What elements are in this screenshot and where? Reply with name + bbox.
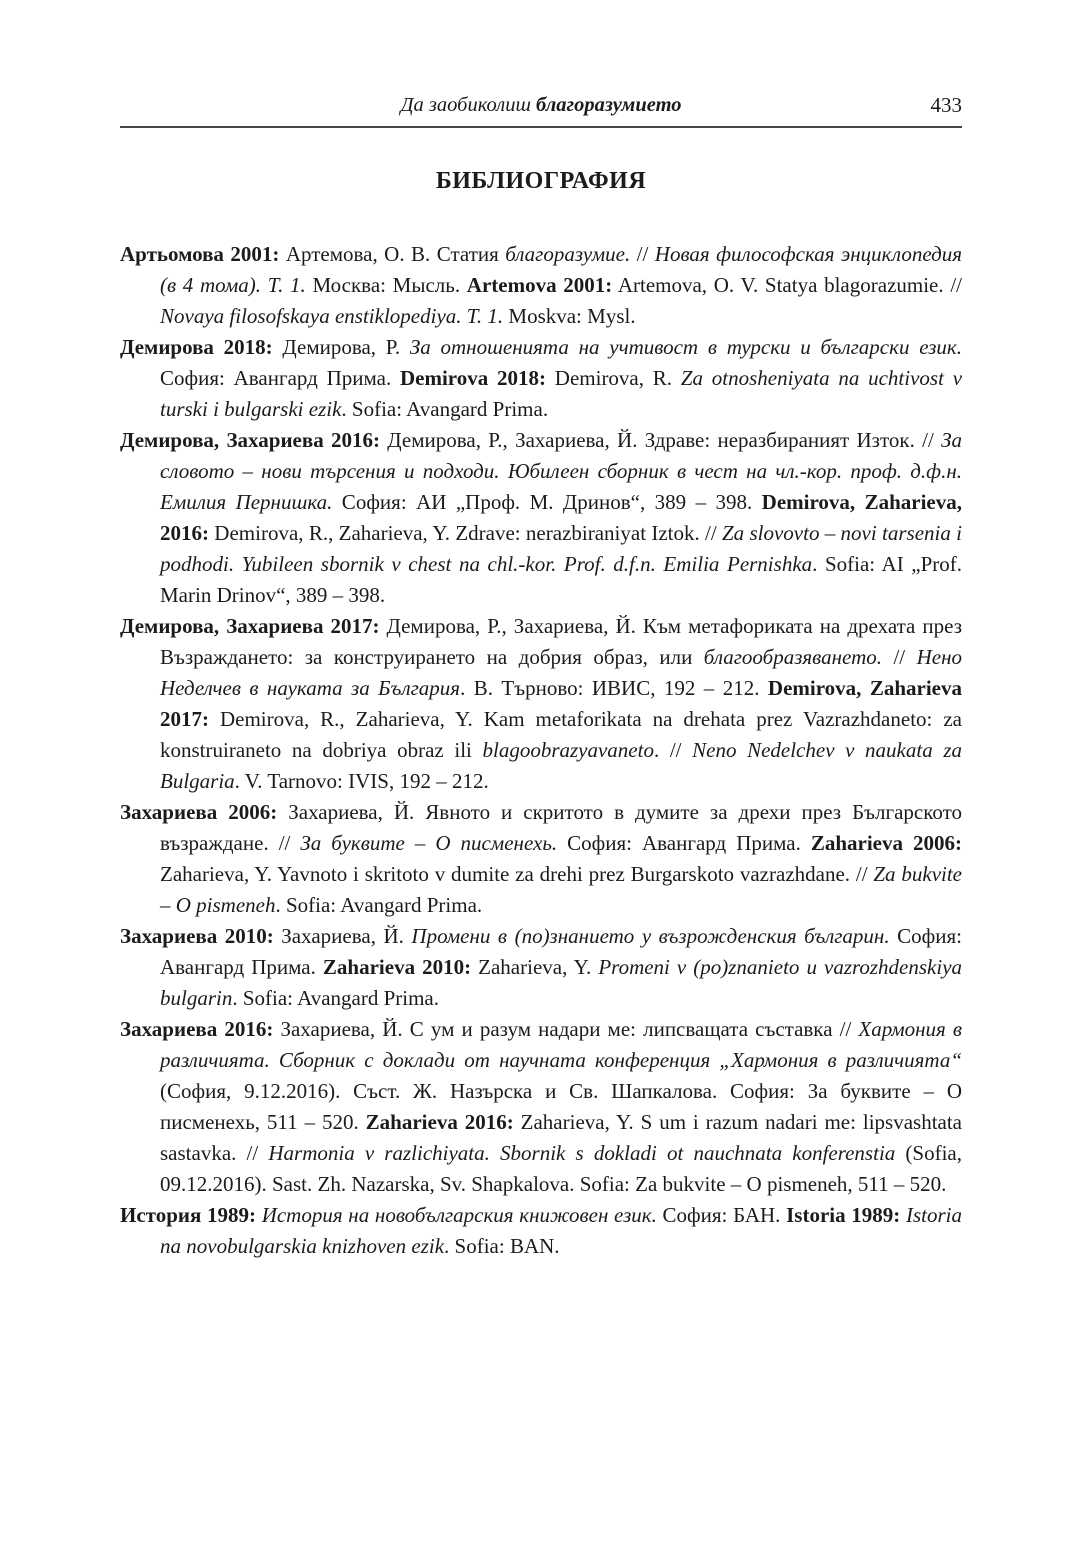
entry-text-segment: . В. Търново: ИВИС, 192 – 212.: [460, 676, 768, 700]
bibliography-entry: [120, 425, 962, 611]
entry-text-segment: (Sofia, 09.12.2016). Sast. Zh. Nazarska, Sv. Shapkalova. Sofia: Za bukvite – O pismeneh, 511 – 520.: [160, 1141, 962, 1196]
entry-text-segment: Нено Неделчев в науката за България: [160, 645, 962, 700]
running-head-text: Да заобиколиш: [400, 94, 537, 116]
entry-text-segment: Демирова, Р.: [272, 335, 410, 359]
entry-text-segment: blagoobrazyavaneto: [482, 738, 654, 762]
entry-text-segment: . Sofia: AI „Prof. Marin Drinov“, 389 – 398.: [160, 552, 962, 607]
section-title: БИБЛИОГРАФИЯ: [435, 168, 647, 194]
entry-text-segment: Demirova, R., Zaharieva, Y. Zdrave: nerazbiraniyat Iztok. //: [209, 521, 722, 545]
running-head: [120, 0, 962, 126]
entry-text-segment: Захариева, Й. С ум и разум надари ме: липсващата съставка //: [273, 1017, 859, 1041]
entry-text-segment: Демирова 2018:: [120, 335, 273, 359]
entry-text-segment: Захариева 2010:: [120, 924, 274, 948]
bibliography-entry: [120, 921, 962, 1014]
entry-text-segment: Demirova, Zaharieva 2017:: [160, 676, 962, 731]
entry-text-segment: Zaharieva 2016:: [365, 1110, 514, 1134]
entry-text-segment: Хармония в различията. Сборник с доклади от научната конференция „Хармония в различията“: [160, 1017, 962, 1072]
entry-text-segment: Артемова, О. В. Статия: [279, 242, 506, 266]
entry-text-segment: Демирова, Р., Захариева, Й. Здраве: неразбираният Изток. //: [380, 428, 942, 452]
entry-text-segment: (София, 9.12.2016). Съст. Ж. Назърска и Св. Шапкалова. София: За буквите – О писменехь, 511 – 520.: [160, 1079, 962, 1134]
entry-text-segment: Промени в (по)знанието у възрожденския българин.: [411, 924, 890, 948]
entry-text-segment: Новая философская энциклопедия (в 4 тома). Т. 1.: [160, 242, 963, 297]
running-head-title: [120, 92, 962, 118]
entry-text-segment: Za bukvite – O pismeneh: [160, 862, 962, 917]
entry-text-segment: . Sofia: BAN.: [444, 1234, 560, 1258]
entry-text-segment: Istoria 1989:: [786, 1203, 901, 1227]
entry-text-segment: Istoria na novobulgarskia knizhoven ezik: [160, 1203, 962, 1258]
bibliography-entry: [120, 797, 962, 921]
entry-text-segment: . V. Tarnovo: IVIS, 192 – 212.: [234, 769, 489, 793]
running-head-keyword: благоразумието: [536, 94, 682, 116]
entry-text-segment: За буквите – О писменехь.: [300, 831, 558, 855]
entry-text-segment: . Sofia: Avangard Prima.: [341, 397, 549, 421]
entry-text-segment: Демирова, Захариева 2016:: [120, 428, 381, 452]
entry-text-segment: Artemova, O. V. Statya blagorazumie. //: [612, 273, 962, 297]
entry-text-segment: Demirova, Zaharieva, 2016:: [160, 490, 962, 545]
bibliography-entry: [120, 611, 962, 797]
entry-text-segment: Захариева, Й.: [273, 924, 412, 948]
bibliography-list: [120, 239, 962, 1262]
entry-text-segment: За словото – нови търсения и подходи. Юбилеен сборник в чест на чл.-кор. проф. д.ф.н. Емилия Пернишка.: [160, 428, 962, 514]
entry-text-segment: Zaharieva 2010:: [322, 955, 472, 979]
entry-text-segment: Novaya filosofskaya enstiklopediya. T. 1.: [160, 304, 504, 328]
entry-text-segment: Артьомова 2001:: [120, 242, 280, 266]
entry-text-segment: Artemova 2001:: [466, 273, 613, 297]
entry-text-segment: Demirova, R.: [546, 366, 681, 390]
entry-text-segment: . Sofia: Avangard Prima.: [275, 893, 483, 917]
entry-text-segment: София: БАН.: [656, 1203, 787, 1227]
entry-text-segment: Za otnosheniyata na uchtivost v turski i bulgarski ezik: [160, 366, 963, 421]
bibliography-entry: [120, 332, 962, 425]
entry-text-segment: Zaharieva, Y. Yavnoto i skritoto v dumite za drehi prez Burgarskoto vazrazhdane. //: [160, 862, 874, 886]
entry-text-segment: Захариева 2006:: [120, 800, 278, 824]
entry-text-segment: История 1989:: [120, 1203, 257, 1227]
entry-text-segment: Захариева, Й. Явното и скритото в думите за дрехи през Българското възраждане. //: [160, 800, 962, 855]
entry-text-segment: Harmonia v razlichiyata. Sbornik s dokladi ot nauchnata konferenstia: [268, 1141, 896, 1165]
bibliography-entry: [120, 1200, 962, 1262]
entry-text-segment: София: АИ „Проф. М. Дринов“, 389 – 398.: [332, 490, 762, 514]
entry-text-segment: . Sofia: Avangard Prima.: [232, 986, 440, 1010]
entry-text-segment: Za slovovto – novi tarsenia i podhodi. Yubileen sbornik v chest na chl.-kor. Prof. d.f.n. Emilia Pernishka: [160, 521, 962, 576]
entry-text-segment: История на новобългарския книжовен език.: [256, 1203, 657, 1227]
entry-text-segment: За отношенията на учтивост в турски и български език.: [409, 335, 962, 359]
entry-text-segment: София: Авангард Прима.: [557, 831, 811, 855]
entry-text-segment: благоразумие.: [505, 242, 631, 266]
entry-text-segment: //: [630, 242, 655, 266]
entry-text-segment: Demirova, R., Zaharieva, Y. Kam metaforikata na drehata prez Vazrazhdaneto: za konstruiraneto na dobriya obraz ili: [160, 707, 962, 762]
text-block: [120, 0, 962, 1262]
entry-text-segment: София: Авангард Прима.: [160, 924, 962, 979]
entry-text-segment: Москва: Мысль.: [305, 273, 467, 297]
entry-text-segment: Zaharieva, Y. S um i razum nadari me: lipsvashtata sastavka. //: [160, 1110, 962, 1165]
entry-text-segment: Демирова, Захариева 2017:: [120, 614, 380, 638]
entry-text-segment: //: [882, 645, 917, 669]
bibliography-entry: [120, 239, 962, 332]
entry-text-segment: Neno Nedelchev v naukata za Bulgaria: [160, 738, 963, 793]
entry-text-segment: Демирова, Р., Захариева, Й. Към метафориката на дрехата през Възраждането: за конструирането на добрия образ, или: [160, 614, 963, 669]
entry-text-segment: Zaharieva, Y.: [471, 955, 599, 979]
entry-text-segment: Захариева 2016:: [120, 1017, 274, 1041]
entry-text-segment: Demirova 2018:: [399, 366, 547, 390]
bibliography-entry: [120, 1014, 962, 1200]
entry-text-segment: благообразяването.: [703, 645, 883, 669]
entry-text-segment: . //: [653, 738, 693, 762]
header-rule: [120, 126, 962, 128]
entry-text-segment: Promeni v (po)znanieto u vazrozhdenskiya bulgarin: [160, 955, 963, 1010]
entry-text-segment: Moskva: Mysl.: [503, 304, 636, 328]
entry-text-segment: София: Авангард Прима.: [160, 366, 400, 390]
entry-text-segment: Zaharieva 2006:: [810, 831, 962, 855]
page-number: 433: [930, 93, 962, 117]
